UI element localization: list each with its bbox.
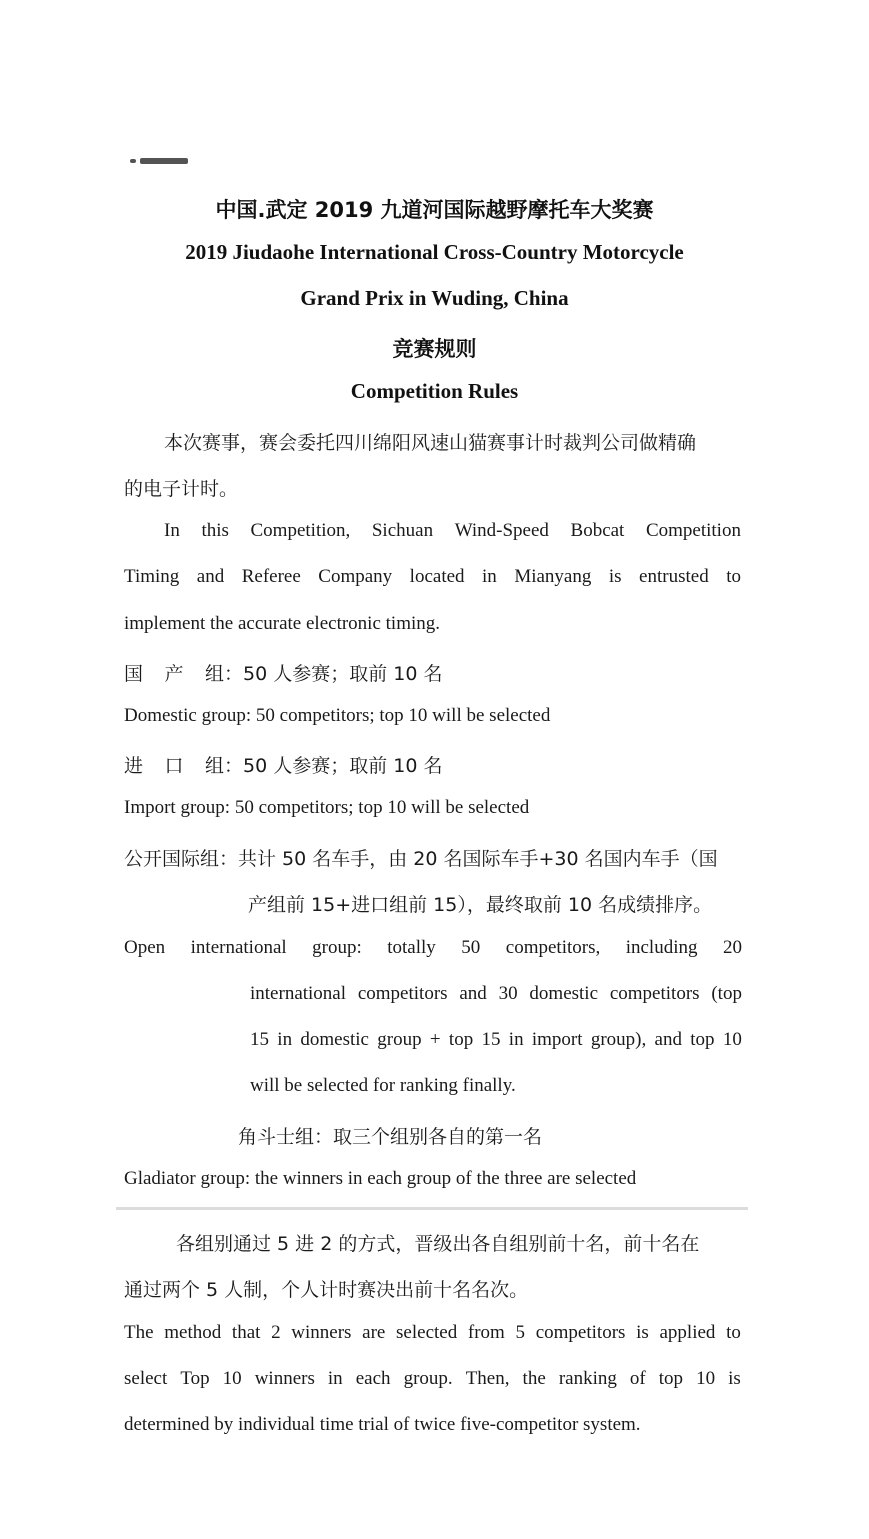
word: to	[726, 1322, 741, 1343]
rules-heading-english: Competition Rules	[350, 379, 519, 403]
word: 10	[222, 1368, 242, 1389]
word: domestic	[529, 983, 599, 1004]
word: winners	[291, 1322, 352, 1343]
word: +	[429, 1029, 441, 1050]
word: method	[164, 1322, 222, 1343]
method-cn-line1: 各组别通过 5 进 2 的方式，晋级出各自组别前十名，前十名在	[176, 1233, 700, 1255]
word: selected	[396, 1322, 458, 1343]
intro-en-line2	[124, 566, 741, 588]
word: the	[522, 1368, 546, 1389]
open-group-en-line3	[250, 1029, 742, 1051]
title-english-line2: Grand Prix in Wuding, China	[300, 286, 569, 310]
word: is	[608, 566, 622, 587]
domestic-group-en: Domestic group: 50 competitors; top 10 will be selected	[124, 705, 551, 726]
word: Timing	[124, 566, 180, 587]
word: import	[531, 1029, 583, 1050]
word: group.	[403, 1368, 453, 1389]
word: group),	[590, 1029, 647, 1050]
label-char: 国	[124, 663, 144, 685]
word: competitors	[535, 1322, 626, 1343]
word: 15	[481, 1029, 501, 1050]
word: group	[377, 1029, 422, 1050]
word: group:	[312, 937, 362, 958]
word: in	[508, 1029, 524, 1050]
open-group-cn-line1: 公开国际组：共计 50 名车手，由 20 名国际车手+30 名国内车手（国	[124, 848, 718, 870]
title-english-line1: 2019 Jiudaohe International Cross-Country Motorcycle	[185, 240, 684, 264]
word: Mianyang	[514, 566, 592, 587]
word: and	[459, 983, 487, 1004]
word: 20	[722, 937, 742, 958]
label-char: 口	[164, 755, 184, 777]
method-en-line2	[124, 1368, 741, 1390]
open-group-cn-line2: 产组前 15+进口组前 15），最终取前 10 名成绩排序。	[248, 894, 713, 916]
word: ranking	[558, 1368, 617, 1389]
word: 30	[498, 983, 518, 1004]
gladiator-group-cn: 角斗士组：取三个组别各自的第一名	[238, 1126, 543, 1148]
word: 10	[696, 1368, 716, 1389]
word: Competition,	[250, 520, 351, 541]
word: The	[124, 1322, 154, 1343]
word: competitors	[357, 983, 448, 1004]
word: (top	[711, 983, 742, 1004]
word: Company	[318, 566, 393, 587]
intro-en-line1	[164, 520, 741, 542]
word: in	[277, 1029, 293, 1050]
import-group-cn-text: ：50 人参赛；取前 10 名	[224, 755, 443, 777]
word: top	[658, 1368, 684, 1389]
word: is	[728, 1368, 741, 1389]
domestic-group-cn-text: ：50 人参赛；取前 10 名	[224, 663, 443, 685]
import-group-cn	[124, 751, 442, 778]
word: in	[327, 1368, 343, 1389]
word: winners	[254, 1368, 315, 1389]
open-group-en-line2	[250, 983, 742, 1005]
domestic-group-label	[124, 659, 224, 686]
intro-en-line3: implement the accurate electronic timing.	[124, 613, 441, 634]
open-group-en-line1	[124, 937, 742, 959]
intro-cn-line2: 的电子计时。	[124, 478, 239, 500]
word: 50	[461, 937, 481, 958]
word: international	[250, 983, 347, 1004]
word: domestic	[300, 1029, 369, 1050]
label-char: 产	[164, 663, 184, 685]
word: Top	[180, 1368, 210, 1389]
gladiator-group-en: Gladiator group: the winners in each group of the three are selected	[124, 1168, 637, 1189]
word: competitors,	[505, 937, 601, 958]
label-char: 进	[124, 755, 144, 777]
word: and	[654, 1029, 682, 1050]
import-group-label	[124, 751, 224, 778]
word: of	[629, 1368, 646, 1389]
word: in	[482, 566, 497, 587]
rules-heading-chinese: 竞赛规则	[392, 337, 477, 361]
title-chinese: 中国.武定 2019 九道河国际越野摩托车大奖赛	[215, 198, 654, 222]
word: to	[726, 566, 741, 587]
cropped-text-fragment	[140, 158, 188, 164]
word: 15	[250, 1029, 269, 1050]
word: totally	[387, 937, 436, 958]
word: Sichuan	[371, 520, 434, 541]
label-char: 组	[204, 755, 224, 777]
word: Bobcat	[570, 520, 625, 541]
label-char: 组	[204, 663, 224, 685]
open-group-en-line4: will be selected for ranking finally.	[250, 1075, 516, 1096]
word: In	[164, 520, 180, 541]
word: Wind-Speed	[454, 520, 549, 541]
word: including	[625, 937, 698, 958]
word: applied	[659, 1322, 716, 1343]
word: from	[467, 1322, 505, 1343]
method-cn-line2: 通过两个 5 人制，个人计时赛决出前十名名次。	[124, 1279, 529, 1301]
intro-cn-line1: 本次赛事，赛会委托四川绵阳风速山猫赛事计时裁判公司做精确	[164, 432, 697, 454]
word: 10	[722, 1029, 742, 1050]
word: that	[231, 1322, 261, 1343]
word: entrusted	[639, 566, 709, 587]
page-divider	[116, 1207, 748, 1210]
word: competitors	[609, 983, 700, 1004]
word: are	[362, 1322, 386, 1343]
word: select	[124, 1368, 168, 1389]
method-en-line3: determined by individual time trial of twice five-competitor system.	[124, 1414, 641, 1435]
word: Open	[124, 937, 166, 958]
method-en-line1	[124, 1322, 741, 1344]
import-group-en: Import group: 50 competitors; top 10 will be selected	[124, 797, 530, 818]
word: is	[636, 1322, 649, 1343]
word: located	[409, 566, 465, 587]
word: this	[201, 520, 229, 541]
word: Referee	[241, 566, 301, 587]
word: international	[190, 937, 287, 958]
word: top	[690, 1029, 715, 1050]
word: top	[448, 1029, 474, 1050]
word: each	[355, 1368, 391, 1389]
domestic-group-cn	[124, 659, 442, 686]
word: 5	[515, 1322, 526, 1343]
word: 2	[271, 1322, 281, 1343]
word: Competition	[645, 520, 741, 541]
word: and	[196, 566, 225, 587]
word: Then,	[465, 1368, 510, 1389]
